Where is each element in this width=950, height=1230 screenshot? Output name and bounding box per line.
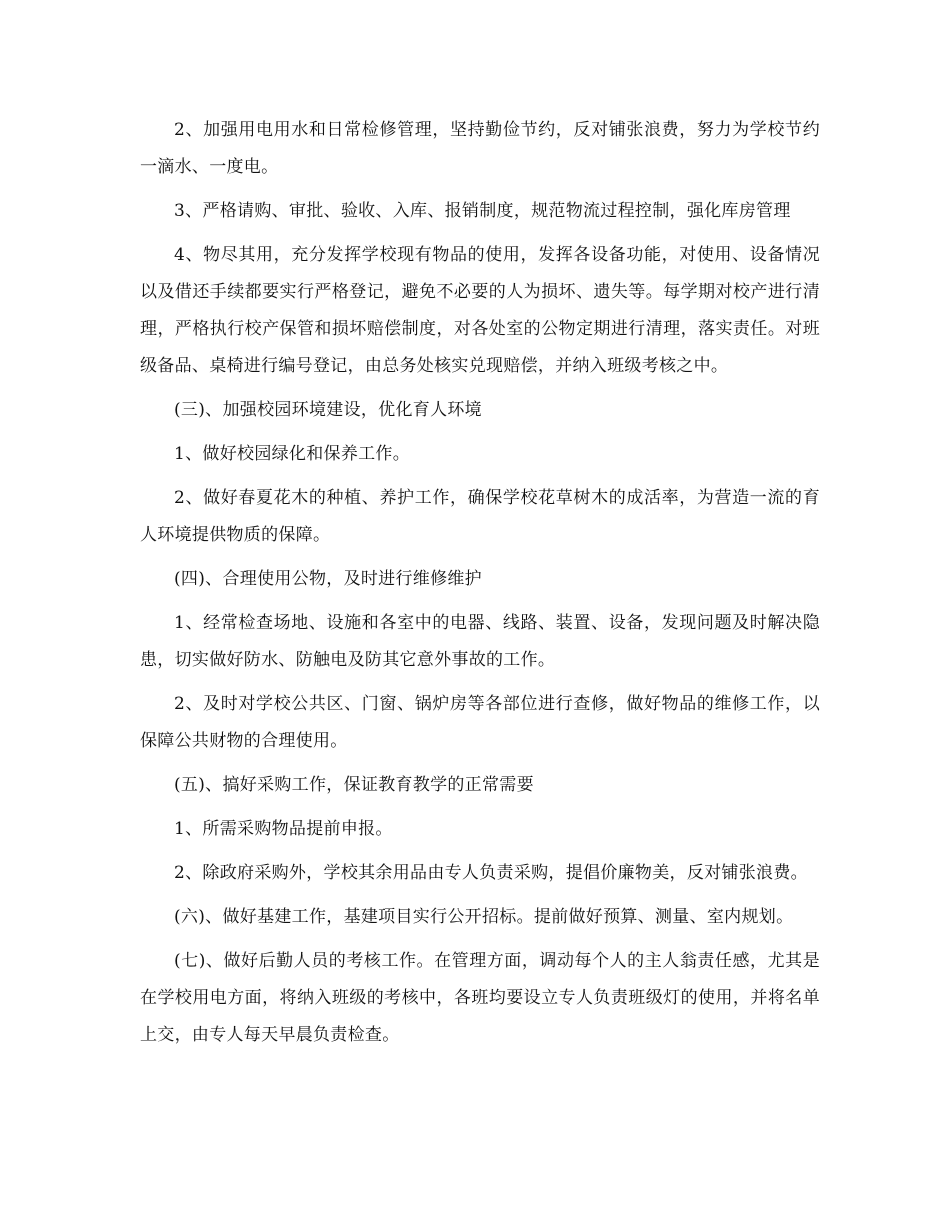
section-heading-campus-environment: (三)、加强校园环境建设，优化育人环境 (174, 400, 482, 420)
paragraph-asset-usage: 4、物尽其用，充分发挥学校现有物品的使用，发挥各设备功能，对使用、设备情况以及借还手续都要实行严格登记，避免不必要的人为损坏、遗失等。每学期对校产进行清理，严格执行校产保管和损坏赔偿制度，对各处室的公物定期进行清理，落实责任。对班级备品、桌椅进行编号登记，由总务处核实兑现赔偿，并纳入班级考核之中。 (140, 245, 820, 376)
section-heading-purchasing: (五)、搞好采购工作，保证教育教学的正常需要 (174, 775, 534, 795)
paragraph-greening: 1、做好校园绿化和保养工作。 (174, 444, 411, 464)
paragraph-repairs: 2、及时对学校公共区、门窗、锅炉房等各部位进行查修，做好物品的维修工作，以保障公共财物的合理使用。 (140, 694, 820, 751)
section-heading-construction: (六)、做好基建工作，基建项目实行公开招标。提前做好预算、测量、室内规划。 (174, 907, 794, 927)
document-body (140, 112, 820, 1061)
paragraph-electricity-water: 2、加强用电用水和日常检修管理，坚持勤俭节约，反对铺张浪费，努力为学校节约一滴水、一度电。 (140, 120, 820, 177)
paragraph-inspection: 1、经常检查场地、设施和各室中的电器、线路、装置、设备，发现问题及时解决隐患，切实做好防水、防触电及防其它意外事故的工作。 (140, 613, 820, 670)
section-heading-staff-evaluation: (七)、做好后勤人员的考核工作。在管理方面，调动每个人的主人翁责任感，尤其是在学校用电方面，将纳入班级的考核中，各班均要设立专人负责班级灯的使用，并将名单上交，由专人每天早晨负责检查。 (140, 951, 820, 1045)
section-heading-maintenance: (四)、合理使用公物，及时进行维修维护 (174, 569, 482, 589)
paragraph-purchase-request: 1、所需采购物品提前申报。 (174, 819, 393, 839)
paragraph-procurement-approval: 3、严格请购、审批、验收、入库、报销制度，规范物流过程控制，强化库房管理 (174, 201, 791, 221)
paragraph-planting: 2、做好春夏花木的种植、养护工作，确保学校花草树木的成活率，为营造一流的育人环境提供物质的保障。 (140, 488, 820, 545)
paragraph-purchase-policy: 2、除政府采购外，学校其余用品由专人负责采购，提倡价廉物美，反对铺张浪费。 (174, 863, 808, 883)
